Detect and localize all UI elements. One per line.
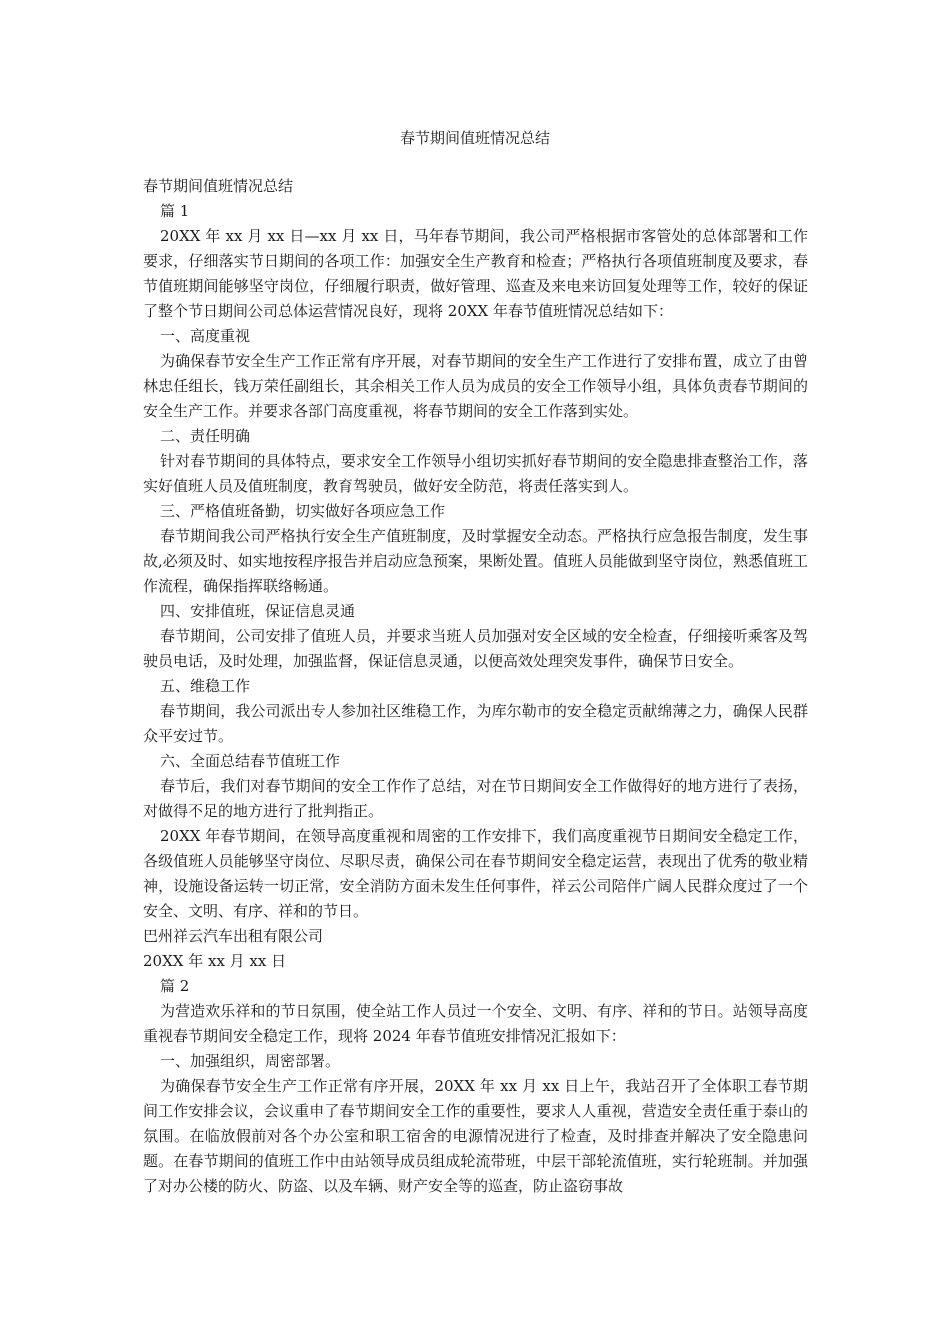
section-label-2: 篇 2 [160,977,190,995]
paragraph: 为确保春节安全生产工作正常有序开展，对春节期间的安全生产工作进行了安排布置，成立了由曾林忠任组长，钱万荣任副组长，其余相关工作人员为成员的安全工作领导小组，具体负责春节期间的安全生产工作。并要求各部门高度重视，将春节期间的安全工作落到实处。 [143,352,808,420]
document-body [143,174,808,1199]
subheading: 四、安排值班，保证信息灵通 [160,602,356,620]
body-heading: 春节期间值班情况总结 [143,177,294,195]
paragraph: 为营造欢乐祥和的节日氛围，使全站工作人员过一个安全、文明、有序、祥和的节日。站领导高度重视春节期间安全稳定工作，现将 2024 年春节值班安排情况汇报如下： [143,1002,808,1045]
paragraph: 针对春节期间的具体特点，要求安全工作领导小组切实抓好春节期间的安全隐患排查整治工作，落实好值班人员及值班制度，教育驾驶员，做好安全防范，将责任落实到人。 [143,452,808,495]
paragraph: 春节期间我公司严格执行安全生产值班制度，及时掌握安全动态。严格执行应急报告制度，发生事故,必须及时、如实地按程序报告并启动应急预案，果断处置。值班人员能做到坚守岗位，熟悉值班工作流程，确保指挥联络畅通。 [143,527,808,595]
paragraph: 20XX 年春节期间，在领导高度重视和周密的工作安排下，我们高度重视节日期间安全稳定工作，各级值班人员能够坚守岗位、尽职尽责，确保公司在春节期间安全稳定运营，表现出了优秀的敬业精神，设施设备运转一切正常，安全消防方面未发生任何事件，祥云公司陪伴广阔人民群众度过了一个安全、文明、有序、祥和的节日。 [143,827,808,920]
section-label-1: 篇 1 [160,202,190,220]
subheading: 一、高度重视 [160,327,251,345]
subheading: 六、全面总结春节值班工作 [160,752,341,770]
subheading: 一、加强组织，周密部署。 [160,1052,341,1070]
paragraph: 春节后，我们对春节期间的安全工作作了总结，对在节日期间安全工作做得好的地方进行了表扬，对做得不足的地方进行了批判指正。 [143,777,808,820]
paragraph: 20XX 年 xx 月 xx 日—xx 月 xx 日，马年春节期间，我公司严格根据市客管处的总体部署和工作要求，仔细落实节日期间的各项工作：加强安全生产教育和检查；严格执行各项值班制度及要求，春节值班期间能够坚守岗位，仔细履行职责，做好管理、巡查及来电来访回复处理等工作，较好的保证了整个节日期间公司总体运营情况良好，现将 20XX 年春节值班情况总结如下： [143,227,808,320]
subheading: 五、维稳工作 [160,677,251,695]
company-signature: 巴州祥云汽车出租有限公司 [143,927,324,945]
paragraph: 为确保春节安全生产工作正常有序开展，20XX 年 xx 月 xx 日上午，我站召开了全体职工春节期间工作安排会议，会议重申了春节期间安全工作的重要性，要求人人重视，营造安全责任重于泰山的氛围。在临放假前对各个办公室和职工宿舍的电源情况进行了检查，及时排查并解决了安全隐患问题。在春节期间的值班工作中由站领导成员组成轮流带班，中层干部轮流值班，实行轮班制。并加强了对办公楼的防火、防盗、以及车辆、财产安全等的巡查，防止盗窃事故 [143,1077,808,1195]
paragraph: 春节期间，我公司派出专人参加社区维稳工作，为库尔勒市的安全稳定贡献绵薄之力，确保人民群众平安过节。 [143,702,808,745]
subheading: 二、责任明确 [160,427,251,445]
paragraph: 春节期间，公司安排了值班人员，并要求当班人员加强对安全区域的安全检查，仔细接听乘客及驾驶员电话，及时处理，加强监督，保证信息灵通，以便高效处理突发事件，确保节日安全。 [143,627,808,670]
document-title: 春节期间值班情况总结 [399,129,550,147]
subheading: 三、严格值班备勤，切实做好各项应急工作 [160,502,446,520]
signature-date: 20XX 年 xx 月 xx 日 [143,952,287,970]
